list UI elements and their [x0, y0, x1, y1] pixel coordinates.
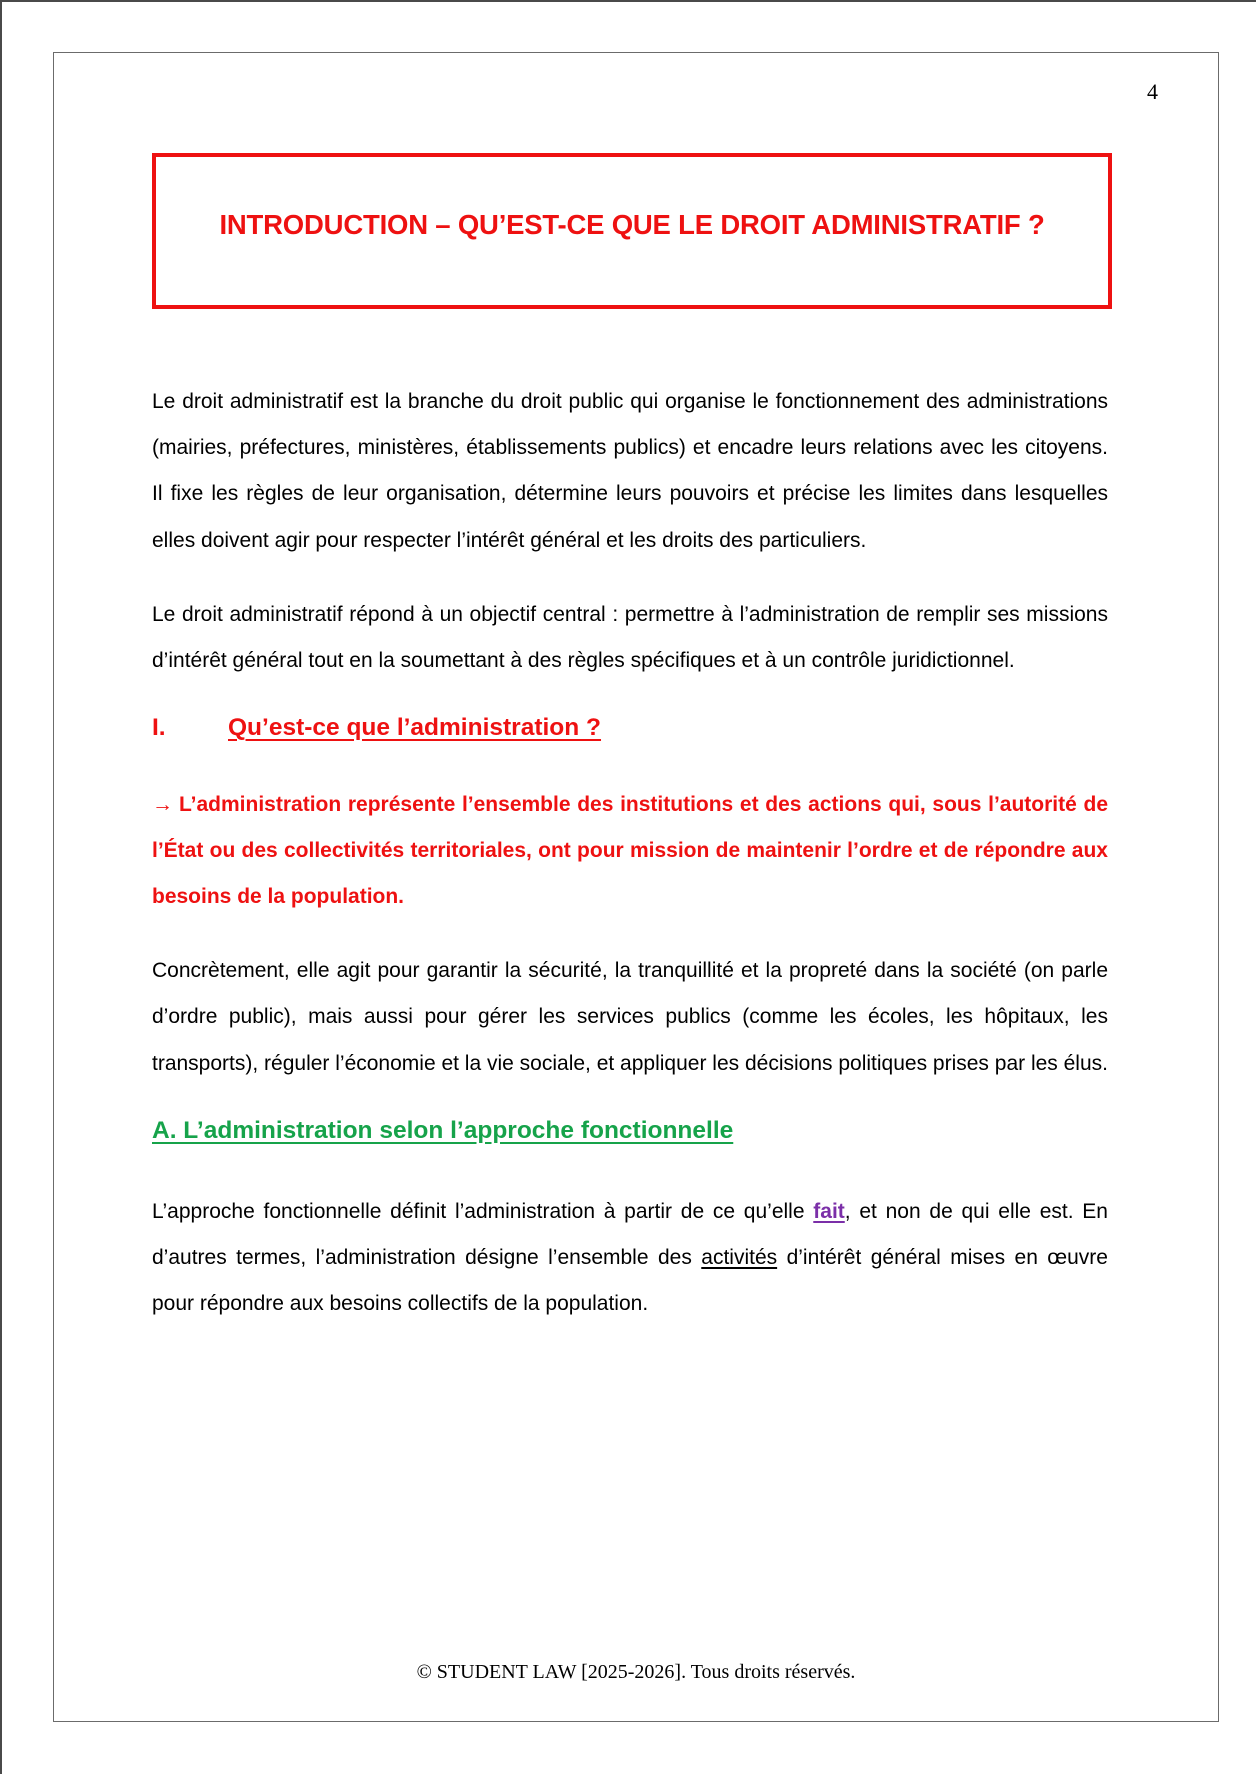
subsection-paragraph [152, 1189, 1108, 1328]
subsection-text-part-3: d’intérêt général mises en œuvre pour répondre aux besoins collectifs de la population. [152, 1246, 1108, 1316]
keyword-activites: activités [701, 1246, 778, 1270]
title-box [152, 153, 1112, 309]
document-title: INTRODUCTION – QU’EST-CE QUE LE DROIT ADMINISTRATIF ? [219, 209, 1045, 240]
subsection-text-part-2: , et non de qui elle est. En d’autres termes, l’administration désigne l’ensemble des [152, 1199, 1108, 1270]
intro-paragraph-1: Le droit administratif est la branche du droit public qui organise le fonctionnement des administrations (mairies, préfectures, ministères, établissements publics) et encadre leurs relations avec les citoyens. Il fixe les règles de leur organisation, détermine leurs pouvoirs et précise les limites dans lesquelles elles doivent agir pour respecter l’intérêt général et les droits des particuliers. [152, 390, 1108, 552]
window-edge-top [0, 0, 1256, 2]
window-edge-left [0, 0, 2, 1774]
page-number: 4 [1147, 79, 1158, 104]
section-heading [152, 714, 1108, 760]
footer-copyright: © STUDENT LAW [2025-2026]. Tous droits réservés. [416, 1661, 856, 1683]
definition-paragraph [152, 782, 1108, 920]
intro-paragraph-2: Le droit administratif répond à un objectif central : permettre à l’administration de remplir ses missions d’intérêt général tout en la soumettant à des règles spécifiques et à un contrôle juridictionnel. [152, 602, 1108, 673]
section-number: I. [152, 714, 166, 742]
section-paragraph: Concrètement, elle agit pour garantir la sécurité, la tranquillité et la propreté dans la société (on parle d’ordre public), mais aussi pour gérer les services publics (comme les écoles, les hôpitaux, les transports), réguler l’économie et la vie sociale, et appliquer les décisions politiques prises par les élus. [152, 959, 1108, 1075]
subsection-heading: A. L’administration selon l’approche fonctionnelle [152, 1116, 734, 1144]
subsection-text-part-1: L’approche fonctionnelle définit l’administration à partir de ce qu’elle [152, 1199, 814, 1223]
definition-text: L’administration représente l’ensemble des institutions et des actions qui, sous l’autorité de l’État ou des collectivités territoriales, ont pour mission de maintenir l’ordre et de répondre aux besoins de la population. [152, 793, 1108, 909]
arrow-right-icon: → [152, 793, 173, 817]
document-body [152, 379, 1108, 1327]
document-page [53, 52, 1219, 1722]
keyword-fait: fait [813, 1199, 845, 1223]
section-title: Qu’est-ce que l’administration ? [228, 714, 602, 742]
